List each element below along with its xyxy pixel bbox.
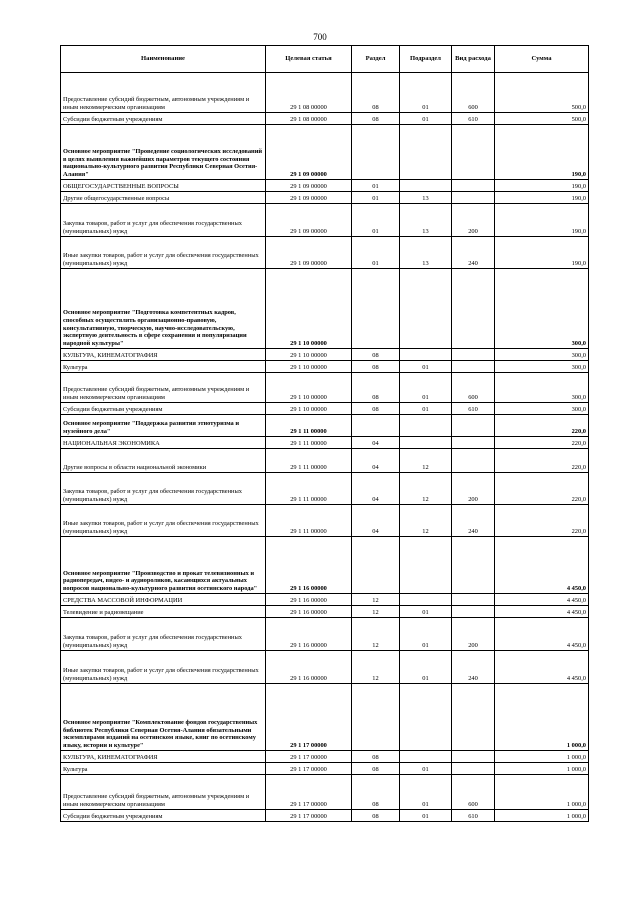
table-row: [61, 180, 589, 192]
cell-expense-type: [452, 361, 495, 373]
cell-subsection: 01: [400, 113, 452, 125]
cell-code: 29 1 11 00000: [266, 505, 352, 537]
cell-code: 29 1 11 00000: [266, 449, 352, 473]
cell-code: 29 1 10 00000: [266, 269, 352, 349]
cell-subsection: [400, 269, 452, 349]
cell-subsection: 12: [400, 505, 452, 537]
cell-expense-type: [452, 594, 495, 606]
cell-expense-type: 200: [452, 204, 495, 237]
cell-section: 12: [352, 618, 400, 651]
cell-expense-type: [452, 751, 495, 763]
header-expense-type: Вид расхода: [452, 46, 495, 73]
cell-code: 29 1 09 00000: [266, 192, 352, 204]
table-row: [61, 449, 589, 473]
cell-name: Предоставление субсидий бюджетным, автономным учреждениям и иным некоммерческим организациям: [61, 73, 266, 113]
cell-section: 08: [352, 763, 400, 775]
cell-subsection: 13: [400, 192, 452, 204]
cell-sum: 190,0: [495, 237, 589, 269]
cell-code: 29 1 09 00000: [266, 237, 352, 269]
cell-sum: 4 450,0: [495, 618, 589, 651]
table-row: [61, 113, 589, 125]
cell-expense-type: [452, 192, 495, 204]
cell-code: 29 1 09 00000: [266, 180, 352, 192]
table-row: [61, 810, 589, 822]
cell-code: 29 1 17 00000: [266, 810, 352, 822]
cell-sum: 220,0: [495, 449, 589, 473]
cell-section: 01: [352, 180, 400, 192]
table-row: [61, 775, 589, 810]
table-row: [61, 684, 589, 751]
cell-sum: 300,0: [495, 269, 589, 349]
cell-code: 29 1 11 00000: [266, 415, 352, 437]
cell-sum: 190,0: [495, 204, 589, 237]
cell-expense-type: [452, 437, 495, 449]
cell-code: 29 1 10 00000: [266, 373, 352, 403]
cell-expense-type: 600: [452, 373, 495, 403]
cell-section: 12: [352, 651, 400, 684]
cell-code: 29 1 09 00000: [266, 125, 352, 180]
cell-name: КУЛЬТУРА, КИНЕМАТОГРАФИЯ: [61, 349, 266, 361]
cell-sum: 4 450,0: [495, 606, 589, 618]
cell-sum: 190,0: [495, 125, 589, 180]
cell-code: 29 1 17 00000: [266, 684, 352, 751]
cell-code: 29 1 16 00000: [266, 618, 352, 651]
cell-sum: 190,0: [495, 192, 589, 204]
header-section: Раздел: [352, 46, 400, 73]
cell-sum: 1 000,0: [495, 763, 589, 775]
cell-subsection: 01: [400, 810, 452, 822]
cell-sum: 220,0: [495, 473, 589, 505]
table-row: [61, 606, 589, 618]
cell-sum: 300,0: [495, 373, 589, 403]
table-row: [61, 537, 589, 594]
cell-section: 08: [352, 403, 400, 415]
cell-subsection: 01: [400, 651, 452, 684]
cell-section: 12: [352, 606, 400, 618]
table-row: [61, 505, 589, 537]
cell-code: 29 1 08 00000: [266, 73, 352, 113]
cell-section: 08: [352, 349, 400, 361]
table-row: [61, 763, 589, 775]
cell-name: Основное мероприятие "Подготовка компетентных кадров, способных осуществлять организационно-правовую, консультативную, творческую, научно-исследовательскую, экспертную деятельность в сфере сохранения и популяризации народной культуры": [61, 269, 266, 349]
cell-sum: 300,0: [495, 403, 589, 415]
cell-name: Предоставление субсидий бюджетным, автономным учреждениям и иным некоммерческим организациям: [61, 373, 266, 403]
cell-name: Другие общегосударственные вопросы: [61, 192, 266, 204]
header-code: Целевая статья: [266, 46, 352, 73]
cell-name: Основное мероприятие "Производство и прокат телевизионных и радиопередач, видео- и аудиороликов, касающихся актуальных вопросов национально-культурного развития осетинского народа": [61, 537, 266, 594]
cell-subsection: 13: [400, 237, 452, 269]
cell-expense-type: [452, 269, 495, 349]
table-row: [61, 415, 589, 437]
cell-subsection: 12: [400, 473, 452, 505]
budget-table: [60, 45, 589, 822]
cell-name: Основное мероприятие "Поддержка развития этнотуризма и музейного дела": [61, 415, 266, 437]
table-row: [61, 651, 589, 684]
cell-section: [352, 684, 400, 751]
cell-sum: 220,0: [495, 437, 589, 449]
cell-code: 29 1 09 00000: [266, 204, 352, 237]
cell-name: НАЦИОНАЛЬНАЯ ЭКОНОМИКА: [61, 437, 266, 449]
cell-expense-type: 610: [452, 403, 495, 415]
table-row: [61, 437, 589, 449]
table-header-row: [61, 46, 589, 73]
table-row: [61, 594, 589, 606]
cell-subsection: [400, 594, 452, 606]
cell-subsection: [400, 349, 452, 361]
cell-subsection: 01: [400, 606, 452, 618]
cell-section: 01: [352, 237, 400, 269]
table-row: [61, 373, 589, 403]
cell-code: 29 1 10 00000: [266, 361, 352, 373]
cell-section: 08: [352, 373, 400, 403]
table-row: [61, 73, 589, 113]
cell-sum: 4 450,0: [495, 594, 589, 606]
cell-section: [352, 415, 400, 437]
cell-name: Иные закупки товаров, работ и услуг для обеспечения государственных (муниципальных) нужд: [61, 505, 266, 537]
cell-name: Закупка товаров, работ и услуг для обеспечения государственных (муниципальных) нужд: [61, 473, 266, 505]
cell-section: 08: [352, 73, 400, 113]
cell-expense-type: [452, 606, 495, 618]
cell-section: 04: [352, 473, 400, 505]
cell-code: 29 1 16 00000: [266, 651, 352, 684]
cell-code: 29 1 16 00000: [266, 594, 352, 606]
cell-sum: 4 450,0: [495, 537, 589, 594]
cell-subsection: [400, 415, 452, 437]
cell-code: 29 1 17 00000: [266, 763, 352, 775]
cell-subsection: [400, 751, 452, 763]
table-row: [61, 204, 589, 237]
cell-section: [352, 537, 400, 594]
cell-subsection: 01: [400, 361, 452, 373]
cell-expense-type: 200: [452, 618, 495, 651]
cell-section: [352, 269, 400, 349]
header-subsection: Подраздел: [400, 46, 452, 73]
table-row: [61, 751, 589, 763]
cell-section: 04: [352, 505, 400, 537]
cell-code: 29 1 11 00000: [266, 473, 352, 505]
cell-expense-type: [452, 415, 495, 437]
cell-sum: 4 450,0: [495, 651, 589, 684]
cell-section: 04: [352, 437, 400, 449]
cell-expense-type: [452, 349, 495, 361]
cell-name: Закупка товаров, работ и услуг для обеспечения государственных (муниципальных) нужд: [61, 618, 266, 651]
cell-name: ОБЩЕГОСУДАРСТВЕННЫЕ ВОПРОСЫ: [61, 180, 266, 192]
cell-name: Иные закупки товаров, работ и услуг для обеспечения государственных (муниципальных) нужд: [61, 237, 266, 269]
cell-sum: 300,0: [495, 349, 589, 361]
cell-name: Основное мероприятие "Комплектование фондов государственных библиотек Республики Северная Осетия-Алания обязательными экземплярами изданий на осетинском языке, книг по осетинскому языку, истории и культуре": [61, 684, 266, 751]
cell-sum: 1 000,0: [495, 775, 589, 810]
cell-sum: 1 000,0: [495, 810, 589, 822]
table-row: [61, 473, 589, 505]
cell-name: Закупка товаров, работ и услуг для обеспечения государственных (муниципальных) нужд: [61, 204, 266, 237]
cell-expense-type: [452, 180, 495, 192]
cell-name: Субсидии бюджетным учреждениям: [61, 403, 266, 415]
cell-code: 29 1 10 00000: [266, 403, 352, 415]
cell-sum: 1 000,0: [495, 751, 589, 763]
cell-subsection: 01: [400, 373, 452, 403]
cell-expense-type: 240: [452, 237, 495, 269]
cell-code: 29 1 08 00000: [266, 113, 352, 125]
cell-expense-type: 240: [452, 505, 495, 537]
cell-section: 08: [352, 775, 400, 810]
cell-code: 29 1 16 00000: [266, 537, 352, 594]
cell-subsection: [400, 684, 452, 751]
cell-section: 08: [352, 751, 400, 763]
cell-section: 04: [352, 449, 400, 473]
cell-name: Предоставление субсидий бюджетным, автономным учреждениям и иным некоммерческим организациям: [61, 775, 266, 810]
table-row: [61, 618, 589, 651]
cell-subsection: 01: [400, 763, 452, 775]
table-row: [61, 125, 589, 180]
cell-section: 01: [352, 204, 400, 237]
cell-name: Основное мероприятие "Проведение социологических исследований в целях выявления важнейших параметров текущего состояния национально-культурного развития Республики Северная Осетия-Алания": [61, 125, 266, 180]
cell-sum: 190,0: [495, 180, 589, 192]
cell-section: [352, 125, 400, 180]
page-number: 700: [313, 32, 327, 42]
cell-expense-type: 200: [452, 473, 495, 505]
cell-expense-type: 610: [452, 113, 495, 125]
cell-name: Субсидии бюджетным учреждениям: [61, 113, 266, 125]
cell-name: Телевидение и радиовещание: [61, 606, 266, 618]
cell-name: Субсидии бюджетным учреждениям: [61, 810, 266, 822]
cell-subsection: 01: [400, 403, 452, 415]
table-body: [61, 73, 589, 822]
cell-section: 08: [352, 113, 400, 125]
cell-name: СРЕДСТВА МАССОВОЙ ИНФОРМАЦИИ: [61, 594, 266, 606]
cell-subsection: 01: [400, 618, 452, 651]
cell-name: КУЛЬТУРА, КИНЕМАТОГРАФИЯ: [61, 751, 266, 763]
cell-subsection: 01: [400, 73, 452, 113]
cell-expense-type: 600: [452, 775, 495, 810]
cell-section: 01: [352, 192, 400, 204]
cell-name: Культура: [61, 361, 266, 373]
header-name: Наименование: [61, 46, 266, 73]
cell-expense-type: [452, 125, 495, 180]
cell-expense-type: 600: [452, 73, 495, 113]
cell-sum: 500,0: [495, 113, 589, 125]
cell-expense-type: 240: [452, 651, 495, 684]
cell-name: Другие вопросы в области национальной экономики: [61, 449, 266, 473]
cell-subsection: 13: [400, 204, 452, 237]
header-sum: Сумма: [495, 46, 589, 73]
cell-subsection: [400, 437, 452, 449]
cell-code: 29 1 10 00000: [266, 349, 352, 361]
cell-sum: 1 000,0: [495, 684, 589, 751]
table-row: [61, 403, 589, 415]
table-row: [61, 349, 589, 361]
cell-code: 29 1 17 00000: [266, 775, 352, 810]
cell-expense-type: [452, 684, 495, 751]
cell-sum: 500,0: [495, 73, 589, 113]
cell-sum: 300,0: [495, 361, 589, 373]
cell-section: 08: [352, 810, 400, 822]
cell-sum: 220,0: [495, 415, 589, 437]
cell-sum: 220,0: [495, 505, 589, 537]
table-row: [61, 269, 589, 349]
cell-name: Культура: [61, 763, 266, 775]
cell-subsection: 01: [400, 775, 452, 810]
cell-expense-type: [452, 449, 495, 473]
table-row: [61, 237, 589, 269]
cell-subsection: [400, 125, 452, 180]
cell-expense-type: 610: [452, 810, 495, 822]
cell-expense-type: [452, 763, 495, 775]
cell-name: Иные закупки товаров, работ и услуг для обеспечения государственных (муниципальных) нужд: [61, 651, 266, 684]
cell-expense-type: [452, 537, 495, 594]
table-row: [61, 361, 589, 373]
cell-section: 08: [352, 361, 400, 373]
table-row: [61, 192, 589, 204]
cell-code: 29 1 16 00000: [266, 606, 352, 618]
cell-subsection: 12: [400, 449, 452, 473]
cell-section: 12: [352, 594, 400, 606]
cell-code: 29 1 17 00000: [266, 751, 352, 763]
cell-code: 29 1 11 00000: [266, 437, 352, 449]
cell-subsection: [400, 537, 452, 594]
cell-subsection: [400, 180, 452, 192]
